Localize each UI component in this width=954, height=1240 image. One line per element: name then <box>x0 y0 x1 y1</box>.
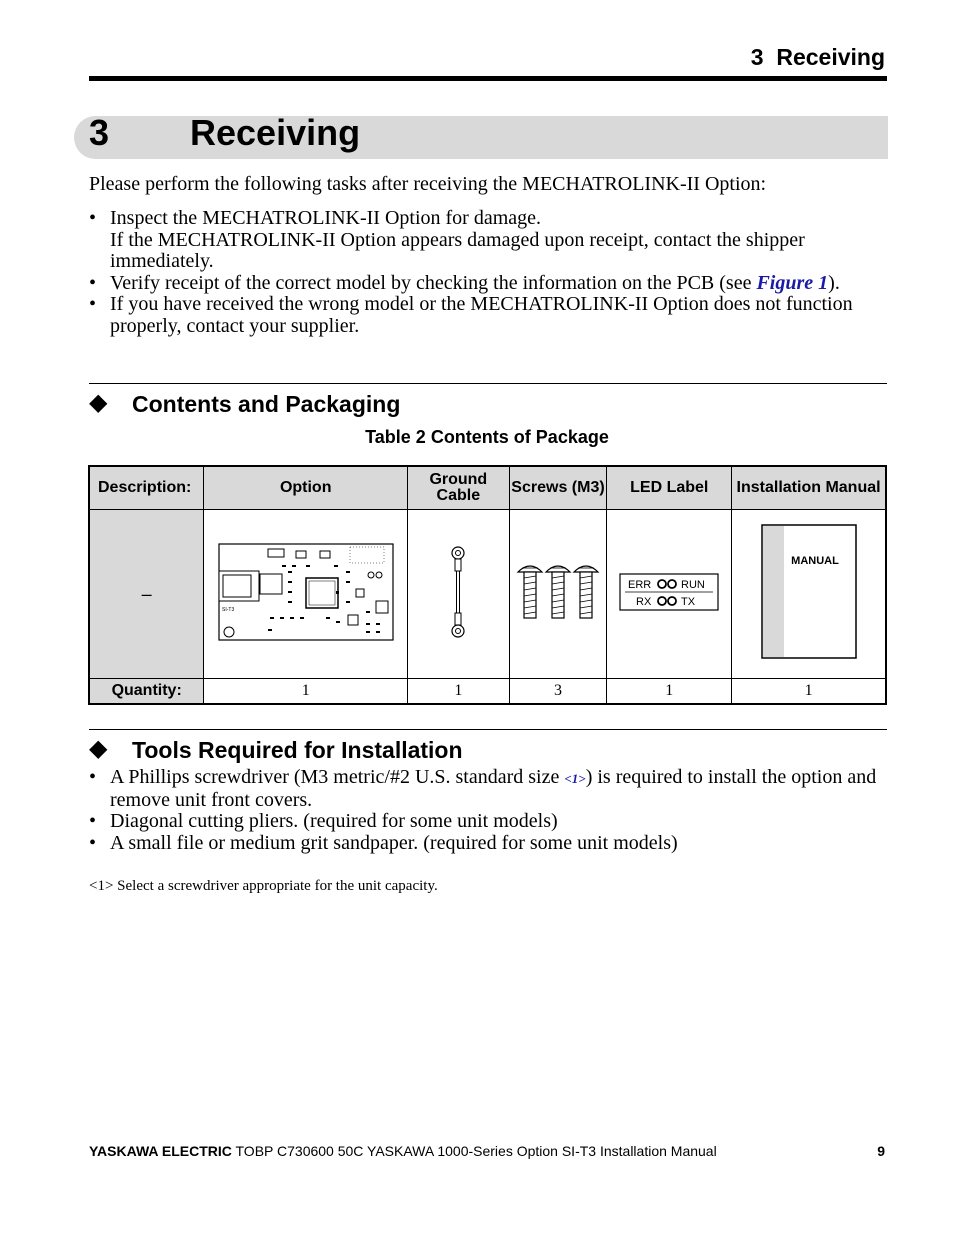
column-header: Ground Cable <box>408 466 509 510</box>
page-number: 9 <box>877 1143 885 1159</box>
footer-company: YASKAWA ELECTRIC <box>89 1143 232 1159</box>
bullet-icon: • <box>89 271 97 294</box>
receiving-task-list <box>89 208 879 337</box>
header-rule <box>89 76 887 81</box>
diamond-icon: ◆ <box>89 736 108 762</box>
led-label-image <box>619 573 719 611</box>
list-item: • Verify receipt of the correct model by checking the information on the PCB (see Figure 1). <box>89 271 840 294</box>
screws-image <box>516 562 600 622</box>
svg-text:RUN: RUN <box>681 578 706 591</box>
contents-table <box>88 465 887 705</box>
manual-image <box>761 524 857 660</box>
svg-text:RX: RX <box>636 595 652 608</box>
diamond-icon: ◆ <box>89 390 108 416</box>
table-row <box>89 679 886 705</box>
running-header-number: 3 <box>750 44 764 70</box>
ground-cable-image <box>446 545 470 639</box>
intro-paragraph: Please perform the following tasks after receiving the MECHATROLINK-II Option: <box>89 173 767 195</box>
list-item: • If you have received the wrong model or the MECHATROLINK-II Option does not function properly, contact your supplier. <box>89 293 853 337</box>
svg-text:MANUAL: MANUAL <box>790 554 839 567</box>
column-header: Installation Manual <box>732 466 886 510</box>
tools-list <box>89 767 879 854</box>
svg-text:ERR: ERR <box>628 578 652 591</box>
quantity-cell: 1 <box>607 679 732 705</box>
footer-document-title: TOBP C730600 50C YASKAWA 1000-Series Option SI-T3 Installation Manual <box>231 1143 717 1159</box>
running-header-title: Receiving <box>776 44 885 70</box>
bullet-icon: • <box>89 766 97 788</box>
chapter-title: Receiving <box>190 112 361 153</box>
list-item: • Diagonal cutting pliers. (required for some unit models) <box>89 810 558 832</box>
column-header: Description: <box>89 466 204 510</box>
quantity-cell: 1 <box>408 679 509 705</box>
column-header: Screws (M3) <box>509 466 607 510</box>
quantity-cell: 1 <box>204 679 408 705</box>
figure-1-link[interactable]: Figure 1 <box>756 271 829 294</box>
running-header <box>751 44 885 71</box>
list-item: • A small file or medium grit sandpaper. (required for some unit models) <box>89 831 678 854</box>
chapter-number: 3 <box>89 112 110 153</box>
section-divider <box>89 729 887 730</box>
bullet-icon: • <box>89 810 97 832</box>
table-header-row <box>89 466 886 510</box>
section-title-contents: Contents and Packaging <box>132 391 401 417</box>
svg-text:SI-T3: SI-T3 <box>221 606 234 613</box>
description-cell: – <box>89 510 204 679</box>
quantity-label: Quantity: <box>89 679 204 705</box>
manual-image-cell <box>732 510 886 679</box>
footnote: <1> Select a screwdriver appropriate for the unit capacity. <box>89 878 438 894</box>
option-image-cell <box>204 510 408 679</box>
table-caption: Table 2 Contents of Package <box>365 427 609 447</box>
list-item: • Inspect the MECHATROLINK-II Option for damage. If the MECHATROLINK-II Option appears damaged upon receipt, contact the shipper immediately. <box>89 207 805 272</box>
ground-cable-image-cell <box>408 510 509 679</box>
option-board-image <box>216 541 396 643</box>
list-item: • A Phillips screwdriver (M3 metric/#2 U.S. standard size <1>) is required to install the option and remove unit front covers. <box>89 766 877 811</box>
led-label-image-cell <box>607 510 732 679</box>
quantity-cell: 3 <box>509 679 607 705</box>
table-row <box>89 510 886 679</box>
svg-text:TX: TX <box>681 595 696 608</box>
quantity-cell: 1 <box>732 679 886 705</box>
screws-image-cell <box>509 510 607 679</box>
column-header: Option <box>204 466 408 510</box>
bullet-icon: • <box>89 831 97 854</box>
section-title-tools: Tools Required for Installation <box>132 737 463 763</box>
bullet-icon: • <box>89 293 97 315</box>
bullet-icon: • <box>89 207 97 229</box>
footnote-reference-link[interactable]: <1> <box>564 771 586 786</box>
page-footer <box>89 1143 717 1159</box>
section-divider <box>89 383 887 384</box>
column-header: LED Label <box>607 466 732 510</box>
